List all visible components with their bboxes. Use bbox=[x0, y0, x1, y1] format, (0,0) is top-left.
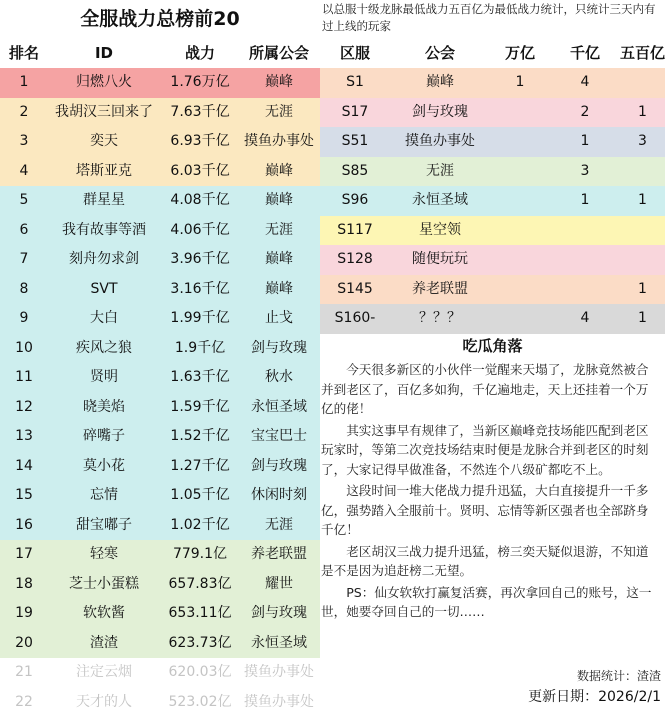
power-cell: 4.08千亿 bbox=[170, 192, 230, 208]
guild-cell: 剑与玫瑰 bbox=[251, 605, 307, 621]
rank-cell: 20 bbox=[15, 634, 33, 651]
ranking-table-body bbox=[0, 68, 320, 708]
guild-cell: 摸鱼办事处 bbox=[244, 693, 314, 708]
server-cell: S1 bbox=[346, 74, 364, 90]
guild-name-cell: 星空领 bbox=[419, 221, 461, 238]
data-credit: 数据统计：渣渣 bbox=[576, 669, 661, 683]
guild-cell: 剑与玫瑰 bbox=[251, 339, 307, 356]
qian-count-cell: 4 bbox=[580, 74, 590, 90]
gossip-paragraph: 这段时间一堆大佬战力提升迅猛，大白直接提升一千多亿，强势踏入全服前十。贤明、忘情等新区强者也全部跻身千亿！ bbox=[321, 483, 649, 537]
wubai-count-cell: 1 bbox=[638, 310, 647, 326]
guild-cell: 永恒圣域 bbox=[251, 634, 307, 651]
ranking-row bbox=[0, 452, 320, 482]
player-id-cell: 轻寒 bbox=[90, 546, 118, 562]
guild-header-row bbox=[320, 38, 665, 68]
guild-cell: 摸鱼办事处 bbox=[244, 664, 314, 680]
guild-cell: 无涯 bbox=[265, 516, 293, 533]
player-id-cell: 莫小花 bbox=[83, 457, 125, 474]
rank-cell: 21 bbox=[15, 664, 33, 680]
power-cell: 1.05千亿 bbox=[170, 487, 230, 503]
guild-name-cell: 无涯 bbox=[426, 162, 454, 179]
ranking-panel bbox=[0, 0, 320, 708]
guild-cell: 宝宝巴士 bbox=[251, 428, 307, 444]
gossip-paragraph: 今天很多新区的小伙伴一觉醒来天塌了，龙脉竟然被合并到老区了，百亿多如狗，千亿遍地走，天上还挂着一个万亿的佬！ bbox=[321, 362, 649, 416]
player-id-cell: 碎嘴子 bbox=[83, 428, 125, 444]
power-cell: 1.9千亿 bbox=[174, 339, 226, 356]
guild-cell: 剑与玫瑰 bbox=[251, 457, 307, 474]
guild-cell: 巅峰 bbox=[265, 280, 293, 297]
ranking-row bbox=[0, 629, 320, 659]
guild-cell: 无涯 bbox=[265, 221, 293, 238]
guild-cell: 巅峰 bbox=[265, 74, 293, 90]
player-id-cell: 我有故事等酒 bbox=[62, 221, 146, 238]
player-id-cell: SVT bbox=[90, 280, 118, 297]
guild-name-cell: 摸鱼办事处 bbox=[405, 133, 475, 149]
header-server: 区服 bbox=[339, 44, 370, 62]
server-cell: S17 bbox=[341, 103, 369, 120]
player-id-cell: 渣渣 bbox=[90, 634, 118, 651]
rank-cell: 15 bbox=[15, 487, 33, 503]
server-cell: S145 bbox=[337, 280, 373, 297]
player-id-cell: 天才的人 bbox=[76, 693, 132, 708]
wan-count-cell: 1 bbox=[515, 74, 525, 90]
rank-cell: 22 bbox=[15, 693, 33, 708]
power-cell: 1.63千亿 bbox=[170, 369, 230, 385]
power-cell: 1.99千亿 bbox=[170, 310, 230, 326]
header-rank: 排名 bbox=[8, 44, 39, 62]
guild-cell: 摸鱼办事处 bbox=[244, 133, 314, 149]
power-cell: 523.02亿 bbox=[168, 693, 232, 708]
ranking-row bbox=[0, 422, 320, 452]
wubai-count-cell: 1 bbox=[638, 192, 647, 208]
power-cell: 623.73亿 bbox=[168, 634, 232, 651]
ranking-row bbox=[0, 304, 320, 334]
guild-name-cell: 巅峰 bbox=[426, 74, 454, 90]
power-cell: 3.96千亿 bbox=[170, 251, 230, 267]
ranking-header-row bbox=[0, 38, 320, 68]
guild-name-cell: 剑与玫瑰 bbox=[412, 103, 468, 120]
power-cell: 1.52千亿 bbox=[170, 428, 230, 444]
rank-cell: 9 bbox=[19, 310, 29, 326]
header-wan: 万亿 bbox=[504, 44, 535, 62]
ranking-row bbox=[0, 363, 320, 393]
ranking-row bbox=[0, 186, 320, 216]
guild-name-cell: 随便玩玩 bbox=[412, 251, 468, 267]
ranking-row bbox=[0, 540, 320, 570]
rank-cell: 12 bbox=[15, 398, 33, 415]
guild-cell: 巅峰 bbox=[265, 162, 293, 179]
header-id: ID bbox=[94, 44, 114, 62]
player-id-cell: 晓美焰 bbox=[83, 398, 125, 415]
power-cell: 620.03亿 bbox=[168, 664, 232, 680]
guild-row bbox=[320, 98, 665, 128]
guild-cell: 休闲时刻 bbox=[251, 487, 307, 503]
power-cell: 4.06千亿 bbox=[170, 221, 230, 238]
guild-cell: 耀世 bbox=[265, 575, 293, 592]
qian-count-cell: 1 bbox=[580, 133, 590, 149]
ranking-row bbox=[0, 157, 320, 187]
guild-row bbox=[320, 245, 665, 275]
rank-cell: 16 bbox=[15, 516, 33, 533]
player-id-cell: 忘情 bbox=[90, 487, 118, 503]
guild-cell: 养老联盟 bbox=[251, 546, 307, 562]
player-id-cell: 甜宝嘟子 bbox=[76, 516, 132, 533]
power-cell: 7.63千亿 bbox=[170, 103, 230, 120]
player-id-cell: 软软酱 bbox=[83, 605, 125, 621]
header-qian: 千亿 bbox=[569, 44, 600, 62]
power-cell: 1.27千亿 bbox=[170, 457, 230, 474]
gossip-title: 吃瓜角落 bbox=[462, 337, 523, 355]
rank-cell: 17 bbox=[15, 546, 33, 562]
server-cell: S96 bbox=[341, 192, 369, 208]
ranking-row bbox=[0, 393, 320, 423]
power-cell: 1.76万亿 bbox=[170, 74, 230, 90]
player-id-cell: 刻舟勿求剑 bbox=[69, 251, 139, 267]
rank-cell: 5 bbox=[19, 192, 29, 208]
header-guild-name: 公会 bbox=[424, 44, 455, 62]
player-id-cell: 归燃八火 bbox=[76, 74, 132, 90]
power-cell: 653.11亿 bbox=[168, 605, 232, 621]
ranking-row bbox=[0, 245, 320, 275]
gossip-paragraph: 其实这事早有规律了，当新区巅峰竞技场能匹配到老区玩家时，等第二次竞技场结束时便是龙脉合并到老区的时刻了，大家记得早做准备，不然连个八级矿都吃不上。 bbox=[321, 422, 649, 477]
player-id-cell: 疾风之狼 bbox=[76, 339, 132, 356]
server-cell: S85 bbox=[341, 162, 369, 179]
qian-count-cell: 3 bbox=[580, 162, 590, 179]
rank-cell: 4 bbox=[19, 162, 29, 179]
rank-cell: 13 bbox=[15, 428, 33, 444]
guild-cell: 巅峰 bbox=[265, 251, 293, 267]
server-cell: S160- bbox=[334, 310, 376, 326]
ranking-row bbox=[0, 688, 320, 708]
guild-name-cell: ？？？ bbox=[419, 310, 461, 326]
update-date: 更新日期：2026/2/1 bbox=[528, 689, 661, 705]
qian-count-cell: 4 bbox=[580, 310, 590, 326]
guild-cell: 巅峰 bbox=[265, 192, 293, 208]
guild-row bbox=[320, 186, 665, 216]
guild-row bbox=[320, 216, 665, 246]
guild-name-cell: 永恒圣域 bbox=[412, 192, 468, 208]
rank-cell: 19 bbox=[15, 605, 33, 621]
guild-row bbox=[320, 304, 665, 334]
guild-row bbox=[320, 68, 665, 98]
rank-cell: 2 bbox=[19, 103, 29, 120]
guild-cell: 永恒圣域 bbox=[251, 398, 307, 415]
ranking-title: 全服战力总榜前20 bbox=[80, 8, 240, 30]
rank-cell: 11 bbox=[15, 369, 33, 385]
gossip-text bbox=[321, 360, 659, 624]
ranking-row bbox=[0, 658, 320, 688]
guild-row bbox=[320, 275, 665, 305]
player-id-cell: 奕天 bbox=[90, 133, 118, 149]
ranking-row bbox=[0, 98, 320, 128]
rank-cell: 3 bbox=[19, 133, 29, 149]
rank-cell: 7 bbox=[19, 251, 29, 267]
gossip-paragraph: 老区胡汉三战力提升迅猛，榜三奕天疑似退游，不知道是不是因为追赶榜二无望。 bbox=[321, 543, 649, 578]
ranking-row bbox=[0, 216, 320, 246]
server-cell: S51 bbox=[341, 133, 369, 149]
ranking-row bbox=[0, 481, 320, 511]
qian-count-cell: 2 bbox=[580, 103, 590, 120]
ranking-row bbox=[0, 570, 320, 600]
power-cell: 779.1亿 bbox=[172, 546, 228, 562]
player-id-cell: 大白 bbox=[90, 310, 118, 326]
guild-table-body bbox=[320, 68, 665, 334]
player-id-cell: 我胡汉三回来了 bbox=[55, 103, 153, 120]
rank-cell: 6 bbox=[19, 221, 29, 238]
header-guild: 所属公会 bbox=[248, 44, 309, 62]
ranking-row bbox=[0, 275, 320, 305]
wubai-count-cell: 1 bbox=[638, 280, 647, 297]
wubai-count-cell: 3 bbox=[638, 133, 647, 149]
power-cell: 657.83亿 bbox=[168, 575, 232, 592]
guild-row bbox=[320, 157, 665, 187]
ranking-row bbox=[0, 599, 320, 629]
server-cell: S117 bbox=[337, 221, 373, 238]
ranking-row bbox=[0, 68, 320, 98]
player-id-cell: 群星星 bbox=[83, 192, 125, 208]
qian-count-cell: 1 bbox=[580, 192, 590, 208]
guild-name-cell: 养老联盟 bbox=[412, 280, 468, 297]
power-cell: 1.59千亿 bbox=[170, 398, 230, 415]
power-cell: 1.02千亿 bbox=[170, 516, 230, 533]
player-id-cell: 塔斯亚克 bbox=[76, 162, 132, 179]
guild-cell: 无涯 bbox=[265, 103, 293, 120]
stats-note: 以总服十级龙脉最低战力五百亿为最低战力统计，只统计三天内有过上线的玩家 bbox=[322, 2, 656, 33]
player-id-cell: 注定云烟 bbox=[76, 664, 132, 680]
ranking-row bbox=[0, 127, 320, 157]
power-cell: 3.16千亿 bbox=[170, 280, 230, 297]
ranking-row bbox=[0, 334, 320, 364]
rank-cell: 1 bbox=[19, 74, 29, 90]
guild-cell: 秋水 bbox=[265, 369, 293, 385]
player-id-cell: 贤明 bbox=[90, 369, 118, 385]
power-cell: 6.03千亿 bbox=[170, 162, 230, 179]
ranking-row bbox=[0, 511, 320, 541]
header-power: 战力 bbox=[184, 44, 215, 62]
server-cell: S128 bbox=[337, 251, 373, 267]
header-wubai: 五百亿 bbox=[620, 44, 665, 62]
gossip-paragraph: PS：仙女软软打赢复活赛，再次拿回自己的账号，这一世，她要夺回自己的一切…… bbox=[321, 584, 652, 619]
rank-cell: 18 bbox=[15, 575, 33, 592]
rank-cell: 14 bbox=[15, 457, 33, 474]
power-cell: 6.93千亿 bbox=[170, 133, 230, 149]
guild-row bbox=[320, 127, 665, 157]
rank-cell: 10 bbox=[15, 339, 33, 356]
rank-cell: 8 bbox=[19, 280, 29, 297]
player-id-cell: 芝士小蛋糕 bbox=[69, 575, 139, 592]
guild-cell: 止戈 bbox=[265, 310, 293, 326]
wubai-count-cell: 1 bbox=[638, 103, 647, 120]
